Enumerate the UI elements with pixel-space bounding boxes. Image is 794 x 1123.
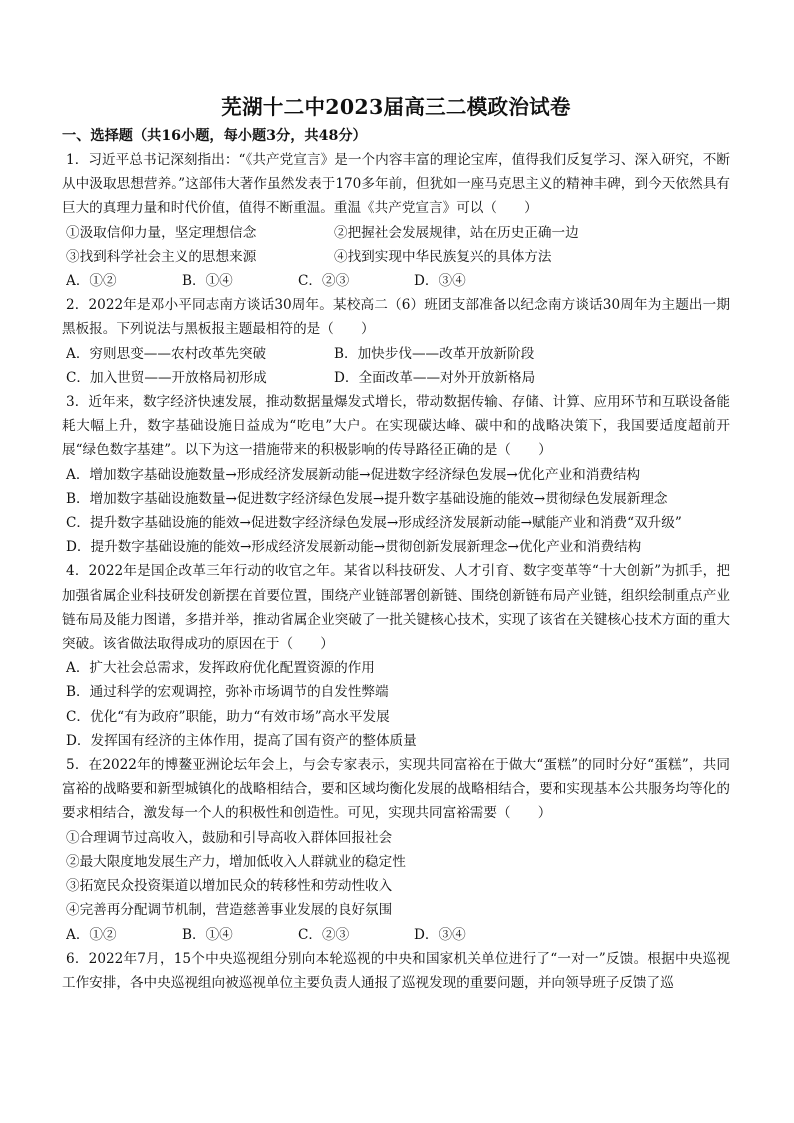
choice-d: D．全面改革——对外开放新格局 xyxy=(334,369,536,386)
question-6 xyxy=(62,947,730,995)
question-stem: 6．2022年7月，15个中央巡视组分别向本轮巡视的中央和国家机关单位进行了“一对一”反馈。根据中央巡视工作安排，各中央巡视组向被巡视单位主要负责人通报了巡视发现的重要问题，并向领导班子反馈了巡 xyxy=(62,950,730,991)
statement-row xyxy=(62,221,730,245)
choice-d: D．发挥国有经济的主体作用，提高了国有资产的整体质量 xyxy=(66,732,417,749)
question-stem: 1．习近平总书记深刻指出：“《共产党宣言》是一个内容丰富的理论宝库，值得我们反复学习、深入研究，不断从中汲取思想营养。”这部伟大著作虽然发表于170多年前，但犹如一座马克思主义的精神丰碑，到今天依然具有巨大的真理力量和时代价值，值得不断重温。重温《共产党宣言》可以（ ） xyxy=(62,152,730,217)
choice-c: C．提升数字基础设施的能效→促进数字经济绿色发展→形成经济发展新动能→赋能产业和消费“双升级” xyxy=(66,515,682,532)
section-heading: 一、选择题（共16小题，每小题3分，共48分） xyxy=(62,128,367,144)
question-5 xyxy=(62,753,730,947)
choice-a: A．扩大社会总需求，发挥政府优化配置资源的作用 xyxy=(66,660,375,677)
question-2 xyxy=(62,293,730,390)
choice-c: C．②③ xyxy=(298,273,350,290)
choice-d: D．③④ xyxy=(414,273,466,290)
exam-title: 芜湖十二中2023届高三二模政治试卷 xyxy=(221,95,571,119)
choice-row xyxy=(62,269,730,293)
statement-row xyxy=(62,245,730,269)
statement-1: ①合理调节过高收入，鼓励和引导高收入群体回报社会 xyxy=(66,829,393,846)
question-4 xyxy=(62,559,730,753)
choice-row xyxy=(62,342,730,366)
choice-row xyxy=(62,923,730,947)
question-stem: 4．2022年是国企改革三年行动的收官之年。某省以科技研发、人才引育、数字变革等“十大创新”为抓手，把加强省属企业科技研发创新摆在首要位置，围绕产业链部署创新链、围绕创新链布局产业链，组织绘制重点产业链布局及能力图谱，多措并举，推动省属企业突破了一批关键核心技术，实现了该省在关键核心技术方面的重大突破。该省做法取得成功的原因在于（ ） xyxy=(62,563,730,653)
choice-a: A．增加数字基础设施数量→形成经济发展新动能→促进数字经济绿色发展→优化产业和消费结构 xyxy=(66,466,641,483)
choice-a: A．穷则思变——农村改革先突破 xyxy=(66,345,267,362)
statement-3: ③找到科学社会主义的思想来源 xyxy=(66,248,257,265)
question-stem: 5．在2022年的博鳌亚洲论坛年会上，与会专家表示，实现共同富裕在于做大“蛋糕”的同时分好“蛋糕”，共同富裕的战略要和新型城镇化的战略相结合，要和区域均衡化发展的战略相结合，要和实现基本公共服务均等化的要求相结合，激发每一个人的积极性和创造性。可见，实现共同富裕需要（ ） xyxy=(62,757,730,822)
statement-3: ③拓宽民众投资渠道以增加民众的转移性和劳动性收入 xyxy=(66,878,393,895)
choice-b: B．①④ xyxy=(182,273,233,290)
choice-a: A．①② xyxy=(66,926,117,943)
choice-c: C．加入世贸——开放格局初形成 xyxy=(66,369,267,386)
question-3 xyxy=(62,390,730,559)
statement-4: ④找到实现中华民族复兴的具体方法 xyxy=(334,248,552,265)
choice-b: B．加快步伐——改革开放新阶段 xyxy=(334,345,535,362)
statement-2: ②把握社会发展规律，站在历史正确一边 xyxy=(334,224,579,241)
question-stem: 2．2022年是邓小平同志南方谈话30周年。某校高二（6）班团支部准备以纪念南方谈话30周年为主题出一期黑板报。下列说法与黑板报主题最相符的是（ ） xyxy=(62,297,730,338)
choice-d: D．③④ xyxy=(414,926,466,943)
question-1 xyxy=(62,148,730,293)
exam-page xyxy=(62,92,730,995)
statement-1: ①汲取信仰力量，坚定理想信念 xyxy=(66,224,257,241)
choice-b: B．增加数字基础设施数量→促进数字经济绿色发展→提升数字基础设施的能效→贯彻绿色发展新理念 xyxy=(66,490,668,507)
choice-row xyxy=(62,366,730,390)
choice-d: D．提升数字基础设施的能效→形成经济发展新动能→贯彻创新发展新理念→优化产业和消费结构 xyxy=(66,539,642,556)
statement-2: ②最大限度地发展生产力，增加低收入人群就业的稳定性 xyxy=(66,853,406,870)
choice-c: C．②③ xyxy=(298,926,350,943)
question-stem: 3．近年来，数字经济快速发展，推动数据量爆发式增长，带动数据传输、存储、计算、应用环节和互联设备能耗大幅上升，数字基础设施日益成为“吃电”大户。在实现碳达峰、碳中和的战略决策下，我国要适度超前开展“绿色数字基建”。以下为这一措施带来的积极影响的传导路径正确的是（ ） xyxy=(62,394,730,459)
statement-4: ④完善再分配调节机制，营造慈善事业发展的良好氛围 xyxy=(66,902,393,919)
choice-a: A．①② xyxy=(66,273,117,290)
choice-c: C．优化“有为政府”职能，助力“有效市场”高水平发展 xyxy=(66,708,390,725)
choice-b: B．①④ xyxy=(182,926,233,943)
choice-b: B．通过科学的宏观调控，弥补市场调节的自发性弊端 xyxy=(66,684,389,701)
